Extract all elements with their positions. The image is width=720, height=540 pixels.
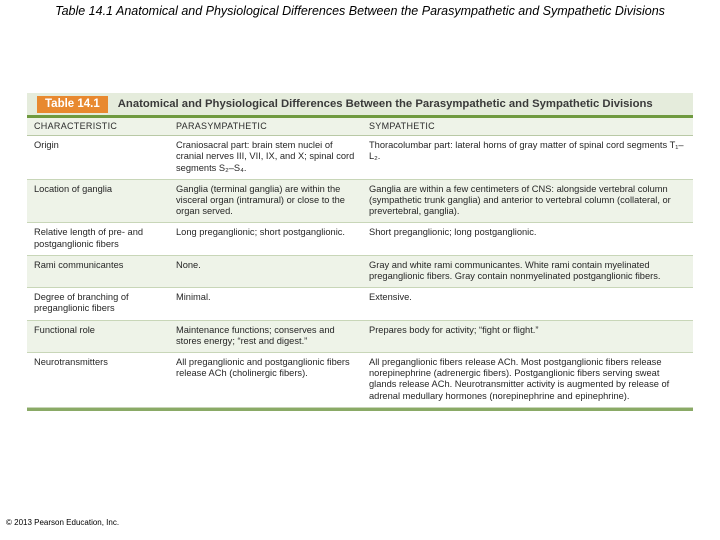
cell-sympathetic: Ganglia are within a few centimeters of CNS: alongside vertebral column (sympathetic trunk ganglia) and anterior to vertebral column (collateral, or prevertebral, ganglia). xyxy=(362,179,693,223)
table-header-row xyxy=(27,118,693,136)
copyright-notice: © 2013 Pearson Education, Inc. xyxy=(6,518,120,527)
slide-title: Table 14.1 Anatomical and Physiological Differences Between the Parasympathetic and Sympathetic Divisions xyxy=(55,4,665,18)
table-bottom-rule xyxy=(27,408,693,411)
table-row xyxy=(27,320,693,352)
table-row xyxy=(27,179,693,223)
cell-characteristic: Location of ganglia xyxy=(27,179,169,223)
cell-parasympathetic: None. xyxy=(169,255,362,287)
table-number-label: Table 14.1 xyxy=(37,96,108,113)
cell-parasympathetic: Craniosacral part: brain stem nuclei of cranial nerves III, VII, IX, and X; spinal cord segments S₂–S₄. xyxy=(169,136,362,180)
cell-characteristic: Functional role xyxy=(27,320,169,352)
cell-parasympathetic: Minimal. xyxy=(169,288,362,320)
cell-sympathetic: Extensive. xyxy=(362,288,693,320)
cell-sympathetic: All preganglionic fibers release ACh. Most postganglionic fibers release norepinephrine (adrenergic fibers). Postganglionic fibers serving sweat glands release ACh. Neurotransmitter activity is augmented by release of adrenal medullary hormones (norepinephrine and epinephrine). xyxy=(362,353,693,408)
cell-sympathetic: Gray and white rami communicantes. White rami contain myelinated preganglionic fibers. Gray contain nonmyelinated postganglionic fibers. xyxy=(362,255,693,287)
cell-parasympathetic: Long preganglionic; short postganglionic. xyxy=(169,223,362,255)
column-header-parasympathetic: PARASYMPATHETIC xyxy=(169,118,362,136)
comparison-table-figure xyxy=(27,93,693,411)
cell-characteristic: Relative length of pre- and postganglionic fibers xyxy=(27,223,169,255)
table-caption: Anatomical and Physiological Differences Between the Parasympathetic and Sympathetic Divisions xyxy=(117,98,653,110)
cell-parasympathetic: Ganglia (terminal ganglia) are within the visceral organ (intramural) or close to the organ served. xyxy=(169,179,362,223)
table-header-band xyxy=(27,93,693,115)
table-row xyxy=(27,288,693,320)
cell-characteristic: Neurotransmitters xyxy=(27,353,169,408)
table-row xyxy=(27,255,693,287)
column-header-sympathetic: SYMPATHETIC xyxy=(362,118,693,136)
table-row xyxy=(27,353,693,408)
cell-sympathetic: Short preganglionic; long postganglionic. xyxy=(362,223,693,255)
table-row xyxy=(27,223,693,255)
cell-parasympathetic: Maintenance functions; conserves and stores energy; “rest and digest.” xyxy=(169,320,362,352)
cell-sympathetic: Thoracolumbar part: lateral horns of gray matter of spinal cord segments T₁–L₂. xyxy=(362,136,693,180)
cell-characteristic: Degree of branching of preganglionic fibers xyxy=(27,288,169,320)
cell-parasympathetic: All preganglionic and postganglionic fibers release ACh (cholinergic fibers). xyxy=(169,353,362,408)
table-row xyxy=(27,136,693,180)
comparison-table xyxy=(27,118,693,408)
column-header-characteristic: CHARACTERISTIC xyxy=(27,118,169,136)
cell-characteristic: Origin xyxy=(27,136,169,180)
cell-sympathetic: Prepares body for activity; “fight or flight.” xyxy=(362,320,693,352)
cell-characteristic: Rami communicantes xyxy=(27,255,169,287)
